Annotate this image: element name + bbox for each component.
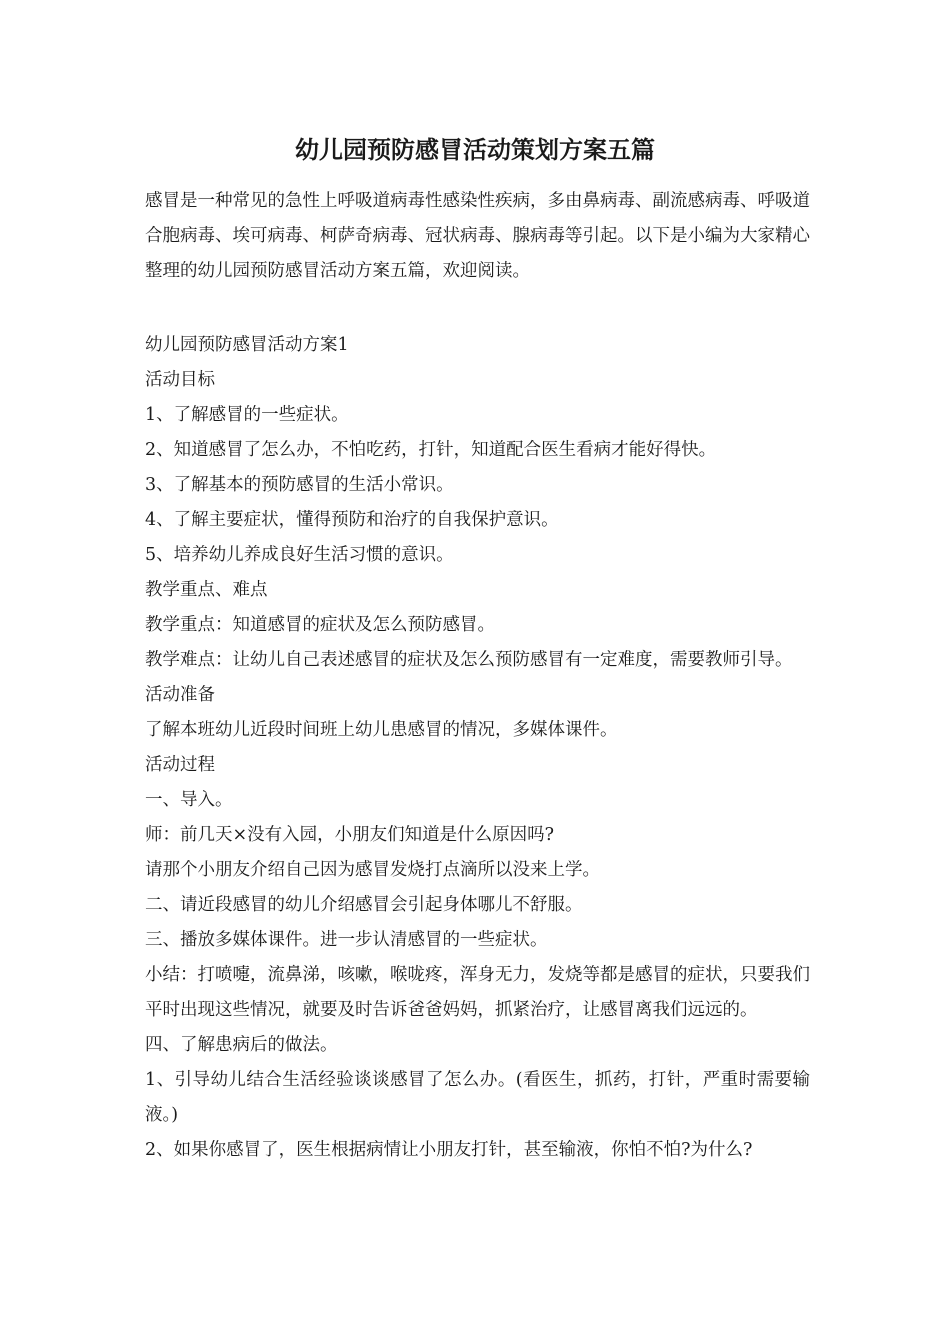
paragraph: 教学难点：让幼儿自己表述感冒的症状及怎么预防感冒有一定难度，需要教师引导。 — [145, 650, 793, 670]
list-item: 4、了解主要症状，懂得预防和治疗的自我保护意识。 — [145, 510, 559, 530]
paragraph: 请那个小朋友介绍自己因为感冒发烧打点滴所以没来上学。 — [145, 860, 600, 880]
document-title: 幼儿园预防感冒活动策划方案五篇 — [295, 135, 655, 164]
paragraph: 教学重点：知道感冒的症状及怎么预防感冒。 — [145, 615, 495, 635]
list-item: 1、了解感冒的一些症状。 — [145, 405, 349, 425]
paragraph: 1、引导幼儿结合生活经验谈谈感冒了怎么办。(看医生，抓药，打针，严重时需要输液。) — [145, 1070, 810, 1125]
subheading-preparation: 活动准备 — [145, 685, 215, 705]
list-item: 3、了解基本的预防感冒的生活小常识。 — [145, 475, 454, 495]
list-item: 2、知道感冒了怎么办，不怕吃药，打针，知道配合医生看病才能好得快。 — [145, 440, 717, 460]
paragraph: 了解本班幼儿近段时间班上幼儿患感冒的情况，多媒体课件。 — [145, 720, 618, 740]
intro-paragraph: 感冒是一种常见的急性上呼吸道病毒性感染性疾病，多由鼻病毒、副流感病毒、呼吸道合胞病毒、埃可病毒、柯萨奇病毒、冠状病毒、腺病毒等引起。以下是小编为大家精心整理的幼儿园预防感冒活动方案五篇，欢迎阅读。 — [145, 191, 810, 281]
body-section — [145, 328, 810, 1168]
section-heading: 幼儿园预防感冒活动方案1 — [145, 335, 349, 355]
paragraph: 四、了解患病后的做法。 — [145, 1035, 338, 1055]
paragraph: 师：前几天×没有入园，小朋友们知道是什么原因吗? — [145, 825, 555, 845]
paragraph: 小结：打喷嚏，流鼻涕，咳嗽，喉咙疼，浑身无力，发烧等都是感冒的症状，只要我们平时出现这些情况，就要及时告诉爸爸妈妈，抓紧治疗，让感冒离我们远远的。 — [145, 965, 810, 1020]
subheading-process: 活动过程 — [145, 755, 215, 775]
intro-section — [145, 184, 810, 289]
subheading-focus: 教学重点、难点 — [145, 580, 268, 600]
paragraph: 三、播放多媒体课件。进一步认清感冒的一些症状。 — [145, 930, 548, 950]
paragraph: 2、如果你感冒了，医生根据病情让小朋友打针，甚至输液，你怕不怕?为什么? — [145, 1140, 753, 1160]
paragraph: 二、请近段感冒的幼儿介绍感冒会引起身体哪儿不舒服。 — [145, 895, 583, 915]
subheading-goals: 活动目标 — [145, 370, 215, 390]
list-item: 5、培养幼儿养成良好生活习惯的意识。 — [145, 545, 454, 565]
paragraph: 一、导入。 — [145, 790, 233, 810]
